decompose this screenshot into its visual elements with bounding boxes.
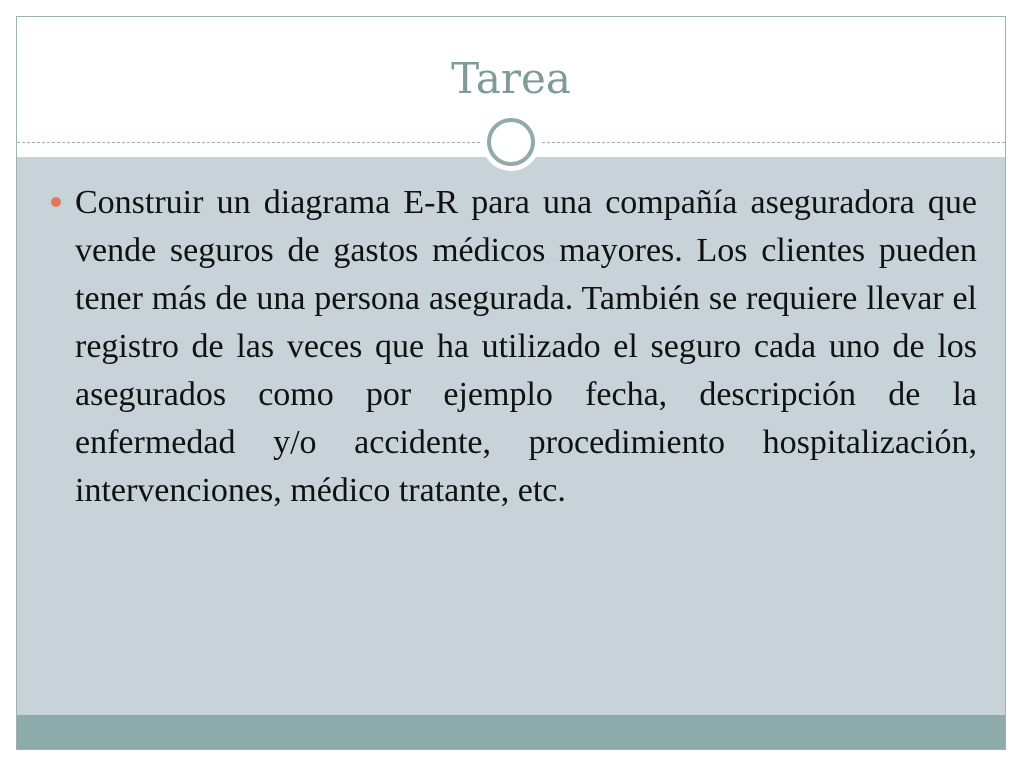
list-item [47,179,977,515]
bullet-list [47,179,977,515]
slide [16,16,1006,750]
footer-band [17,715,1005,749]
bullet-text: Construir un diagrama E-R para una compañía aseguradora que vende seguros de gastos médicos mayores. Los clientes pueden tener más de una persona asegurada. También se requiere llevar el registro de las veces que ha utilizado el seguro cada uno de los asegurados como por ejemplo fecha, descripción de la enfermedad y/o accidente, procedimiento hospitalización, intervenciones, médico tratante, etc. [75,184,977,509]
slide-title: Tarea [451,54,571,103]
ornament-ring [487,118,535,166]
bullet-dot-icon [51,197,61,207]
circle-ring-icon [482,113,540,171]
